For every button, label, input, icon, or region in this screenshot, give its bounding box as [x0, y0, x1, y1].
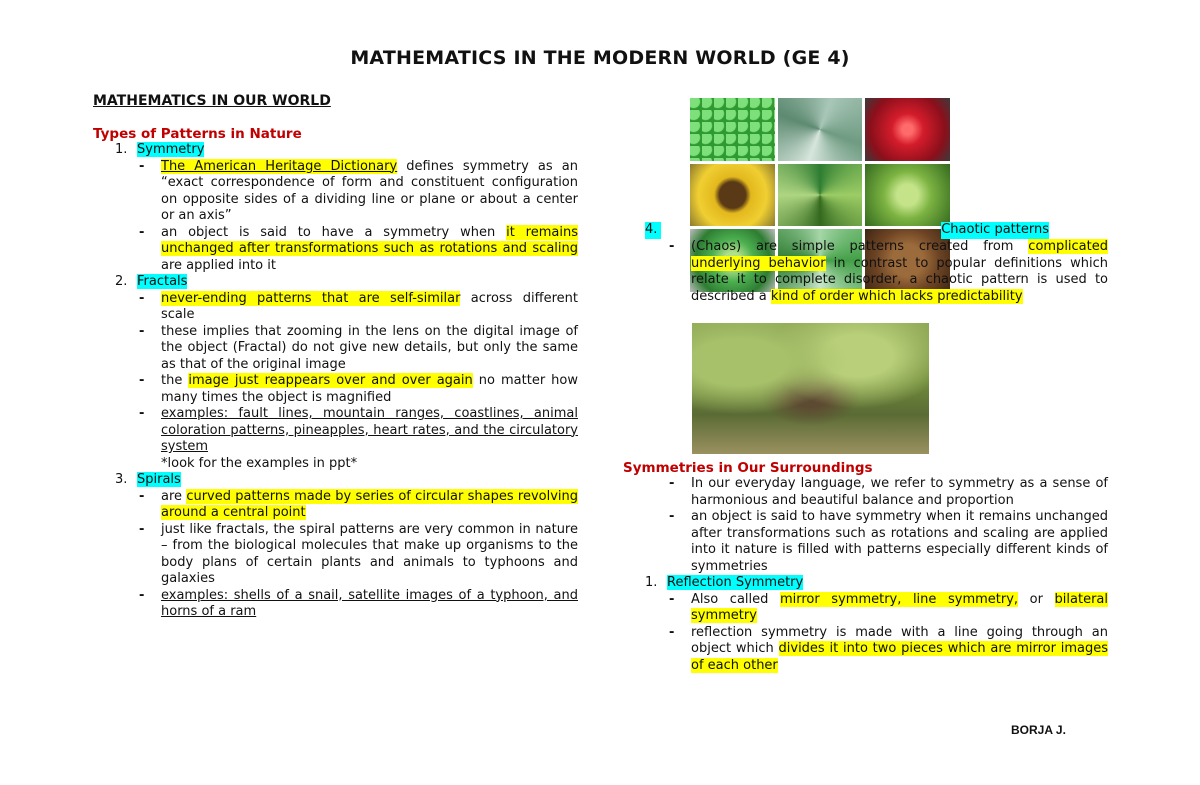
item-symmetry	[93, 142, 578, 159]
patterns-title: Types of Patterns in Nature	[93, 126, 302, 142]
item-number: 2.	[115, 274, 128, 289]
bullet-text: (Chaos) are simple patterns created from	[691, 239, 1029, 254]
list-item	[139, 159, 578, 225]
bullet-text: no matter how many times the object is magnified	[161, 373, 579, 405]
item-label: Reflection Symmetry	[667, 575, 804, 590]
list-item	[669, 625, 1108, 675]
item-number: 3.	[115, 472, 128, 487]
item-label: Symmetry	[137, 142, 205, 157]
list-item	[669, 592, 1108, 625]
list-item	[139, 291, 578, 324]
bullet-text: are applied into it	[161, 257, 276, 273]
bullet-text: an object is said to have a symmetry when	[161, 224, 507, 240]
bullet-text: or	[1018, 591, 1055, 607]
item-chaotic	[623, 222, 1108, 239]
item-spirals	[93, 472, 578, 489]
item-label: Spirals	[137, 472, 181, 487]
highlight-text: image just reappears over and over again	[188, 373, 473, 388]
examples-text: examples: fault lines, mountain ranges, coastlines, animal coloration patterns, pineapples, heart rates, and the circulatory system	[161, 406, 578, 454]
item-number: 1.	[645, 575, 658, 590]
item-label: Chaotic patterns	[941, 222, 1049, 237]
item-number: 1.	[115, 142, 128, 157]
highlight-text: complicated underlying behavior	[691, 239, 1108, 271]
highlight-text: bilateral symmetry	[691, 591, 1108, 623]
list-item	[139, 373, 578, 406]
item-reflection-symmetry	[623, 575, 1108, 592]
highlight-text: never-ending patterns that are self-similar	[161, 290, 461, 306]
bullet-text: reflection symmetry is made with a line going through an object which	[691, 624, 1108, 656]
symmetries-title: Symmetries in Our Surroundings	[623, 460, 873, 476]
author-footer: BORJA J.	[1011, 723, 1066, 737]
document-title: MATHEMATICS IN THE MODERN WORLD (GE 4)	[350, 47, 850, 69]
list-item	[669, 509, 1108, 575]
examples-text: examples: shells of a snail, satellite images of a typhoon, and horns of a ram	[161, 587, 578, 619]
bullet-text: just like fractals, the spiral patterns are very common in nature – from the biological molecules that make up organisms to the body plans of certain plants and animals to typhoons and galaxies	[161, 521, 578, 586]
bullet-text: in contrast to popular definitions which relate it to complete disorder, a chaotic pattern is used to described a	[691, 255, 1108, 304]
list-item	[669, 476, 1108, 509]
bullet-text: defines symmetry as an “exact correspondence of form and constituent configuration on opposite sides of a dividing line or plane or about a center or an axis”	[161, 158, 578, 223]
reflection-bullets	[623, 592, 1108, 675]
left-column	[93, 92, 578, 621]
list-item	[669, 239, 1108, 305]
chaotic-bullets	[623, 239, 1108, 305]
list-item	[139, 225, 578, 275]
right-column	[623, 92, 1108, 674]
symmetry-bullets	[93, 159, 578, 275]
bullet-text: In our everyday language, we refer to symmetry as a sense of harmonious and beautiful balance and proportion	[691, 476, 1108, 508]
list-item	[139, 406, 578, 456]
bullet-text: across different scale	[161, 290, 578, 322]
list-item	[139, 324, 578, 374]
item-label: Fractals	[137, 274, 188, 289]
list-item	[139, 588, 578, 621]
bullet-text: the	[161, 373, 189, 388]
item-number: 4.	[645, 222, 661, 239]
bullet-text: Also called	[691, 591, 780, 607]
surroundings-bullets	[623, 476, 1108, 575]
highlight-text: it remains unchanged after transformations such as rotations and scaling	[161, 224, 578, 256]
highlight-text: kind of order which lacks predictability	[770, 288, 1023, 304]
bullet-text: are	[161, 488, 187, 504]
list-item	[139, 489, 578, 522]
highlight-text: curved patterns made by series of circular shapes revolving around a central point	[161, 488, 579, 520]
bullet-text: an object is said to have symmetry when it remains unchanged after transformations such as rotations and scaling are applied into it nature is filled with patterns especially different kinds of symmetries	[691, 509, 1108, 574]
fractals-bullets	[93, 291, 578, 456]
ppt-note: *look for the examples in ppt*	[161, 455, 358, 471]
item-fractals	[93, 274, 578, 291]
bullet-text: these implies that zooming in the lens on the digital image of the object (Fractal) do not give new details, but only the same as that of the original image	[161, 323, 578, 372]
highlight-text: divides it into two pieces which are mirror images of each other	[691, 641, 1108, 673]
highlight-text: mirror symmetry, line symmetry,	[779, 591, 1019, 607]
spirals-bullets	[93, 489, 578, 621]
dictionary-link[interactable]: The American Heritage Dictionary	[161, 158, 398, 174]
list-item	[139, 522, 578, 588]
section-heading: MATHEMATICS IN OUR WORLD	[93, 93, 331, 109]
